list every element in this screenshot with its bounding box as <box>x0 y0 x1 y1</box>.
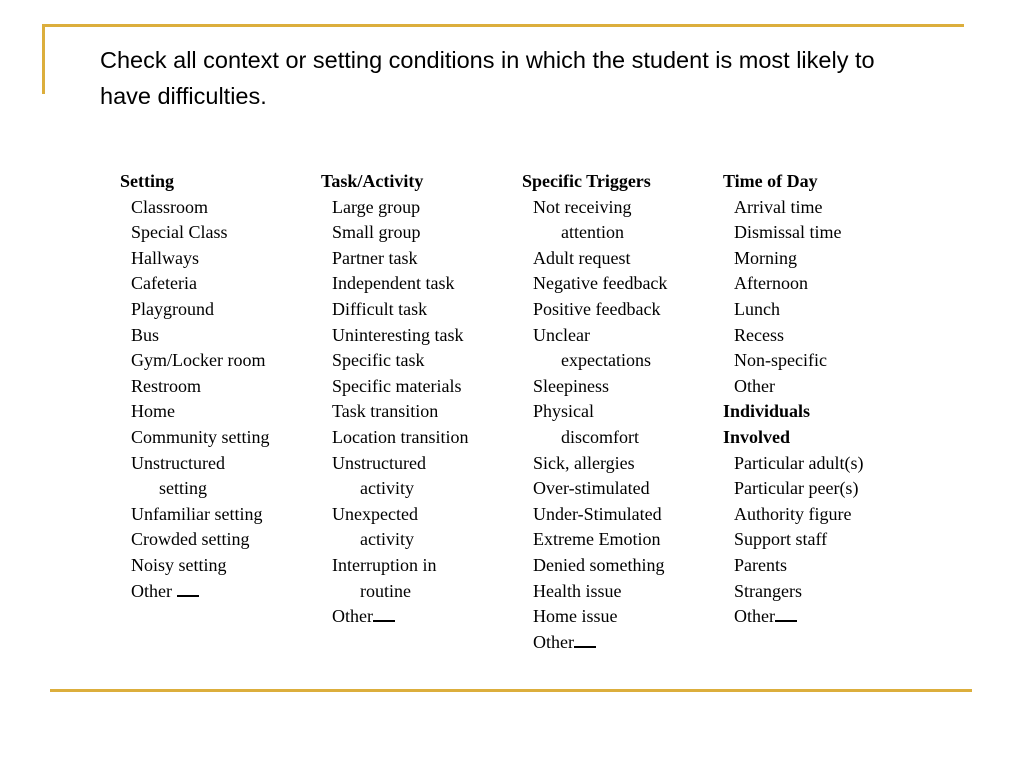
setting-item: Playground <box>131 298 214 319</box>
individuals-header: Individuals <box>723 401 811 422</box>
task-item-continuation: routine <box>360 580 411 601</box>
trigger-other-blank <box>574 631 596 648</box>
time-item: Non-specific <box>734 350 827 371</box>
individual-item: Particular peer(s) <box>734 478 859 499</box>
task-item: Specific materials <box>332 375 462 396</box>
trigger-other-item <box>522 630 667 656</box>
trigger-item: Not receiving <box>533 196 632 217</box>
individual-item: Parents <box>734 554 787 575</box>
trigger-item: Negative feedback <box>533 273 668 294</box>
trigger-item: Sleepiness <box>533 375 609 396</box>
setting-item: Crowded setting <box>131 529 250 550</box>
setting-other-blank <box>177 580 199 597</box>
trigger-item: Under-Stimulated <box>533 503 662 524</box>
task-item: Independent task <box>332 273 455 294</box>
setting-item: Unfamiliar setting <box>131 503 263 524</box>
trigger-item: Extreme Emotion <box>533 529 661 550</box>
individual-item: Authority figure <box>734 503 852 524</box>
trigger-item: Physical <box>533 401 594 422</box>
left-rule <box>42 24 45 94</box>
task-item: Unexpected <box>332 503 418 524</box>
setting-item: Restroom <box>131 375 201 396</box>
time-item: Arrival time <box>734 196 823 217</box>
setting-item: Gym/Locker room <box>131 350 266 371</box>
time-item: Lunch <box>734 298 780 319</box>
task-item: Location transition <box>332 426 469 447</box>
top-rule <box>42 24 964 27</box>
trigger-item: Health issue <box>533 580 622 601</box>
task-item: Difficult task <box>332 298 428 319</box>
individual-item: Support staff <box>734 529 828 550</box>
trigger-item: Unclear <box>533 324 590 345</box>
trigger-item: Adult request <box>533 247 631 268</box>
individual-other-blank <box>775 605 797 622</box>
time-item: Dismissal time <box>734 222 842 243</box>
trigger-item: Over-stimulated <box>533 478 650 499</box>
time-item: Other <box>734 375 775 396</box>
trigger-item: Positive feedback <box>533 298 661 319</box>
setting-item: Home <box>131 401 175 422</box>
time-item: Afternoon <box>734 273 808 294</box>
time-item: Recess <box>734 324 784 345</box>
task-item: Unstructured <box>332 452 426 473</box>
task-item: Partner task <box>332 247 418 268</box>
setting-item: Bus <box>131 324 160 345</box>
page-title: Check all context or setting conditions in which the student is most likely to have difficulties. <box>100 47 875 109</box>
setting-item: Special Class <box>131 222 228 243</box>
individual-item: Particular adult(s) <box>734 452 864 473</box>
trigger-item: Denied something <box>533 554 665 575</box>
trigger-item-continuation: attention <box>561 222 624 243</box>
setting-column <box>120 169 270 604</box>
trigger-item: Home issue <box>533 606 618 627</box>
task-item: Small group <box>332 222 421 243</box>
trigger-item: Sick, allergies <box>533 452 635 473</box>
setting-other-item <box>120 579 270 605</box>
task-item: Uninteresting task <box>332 324 464 345</box>
task-item: Task transition <box>332 401 439 422</box>
task-item: Specific task <box>332 350 425 371</box>
time-column <box>723 169 863 630</box>
task-item-continuation: activity <box>360 529 414 550</box>
task-item: Interruption in <box>332 554 437 575</box>
task-item-continuation: activity <box>360 478 414 499</box>
task-other-blank <box>373 605 395 622</box>
individuals-header: Involved <box>723 426 791 447</box>
task-header: Task/Activity <box>321 171 424 191</box>
trigger-other-label: Other <box>533 631 574 652</box>
task-item: Large group <box>332 196 421 217</box>
setting-header: Setting <box>120 171 174 191</box>
individual-other-label: Other <box>734 606 775 627</box>
time-header: Time of Day <box>723 171 818 191</box>
task-other-item <box>321 604 468 630</box>
setting-item: Classroom <box>131 196 209 217</box>
trigger-item-continuation: discomfort <box>561 426 639 447</box>
setting-item: Cafeteria <box>131 273 197 294</box>
setting-item: Community setting <box>131 426 270 447</box>
setting-item: Hallways <box>131 247 199 268</box>
trigger-item-continuation: expectations <box>561 350 651 371</box>
triggers-column <box>522 169 667 655</box>
setting-item: Noisy setting <box>131 554 227 575</box>
task-column <box>321 169 468 630</box>
bottom-rule <box>50 689 972 692</box>
individual-item: Strangers <box>734 580 802 601</box>
task-other-label: Other <box>332 606 373 627</box>
setting-other-label: Other <box>131 580 172 601</box>
setting-item-continuation: setting <box>159 478 207 499</box>
individual-other-item <box>723 604 863 630</box>
time-item: Morning <box>734 247 797 268</box>
setting-item: Unstructured <box>131 452 225 473</box>
triggers-header: Specific Triggers <box>522 171 651 191</box>
